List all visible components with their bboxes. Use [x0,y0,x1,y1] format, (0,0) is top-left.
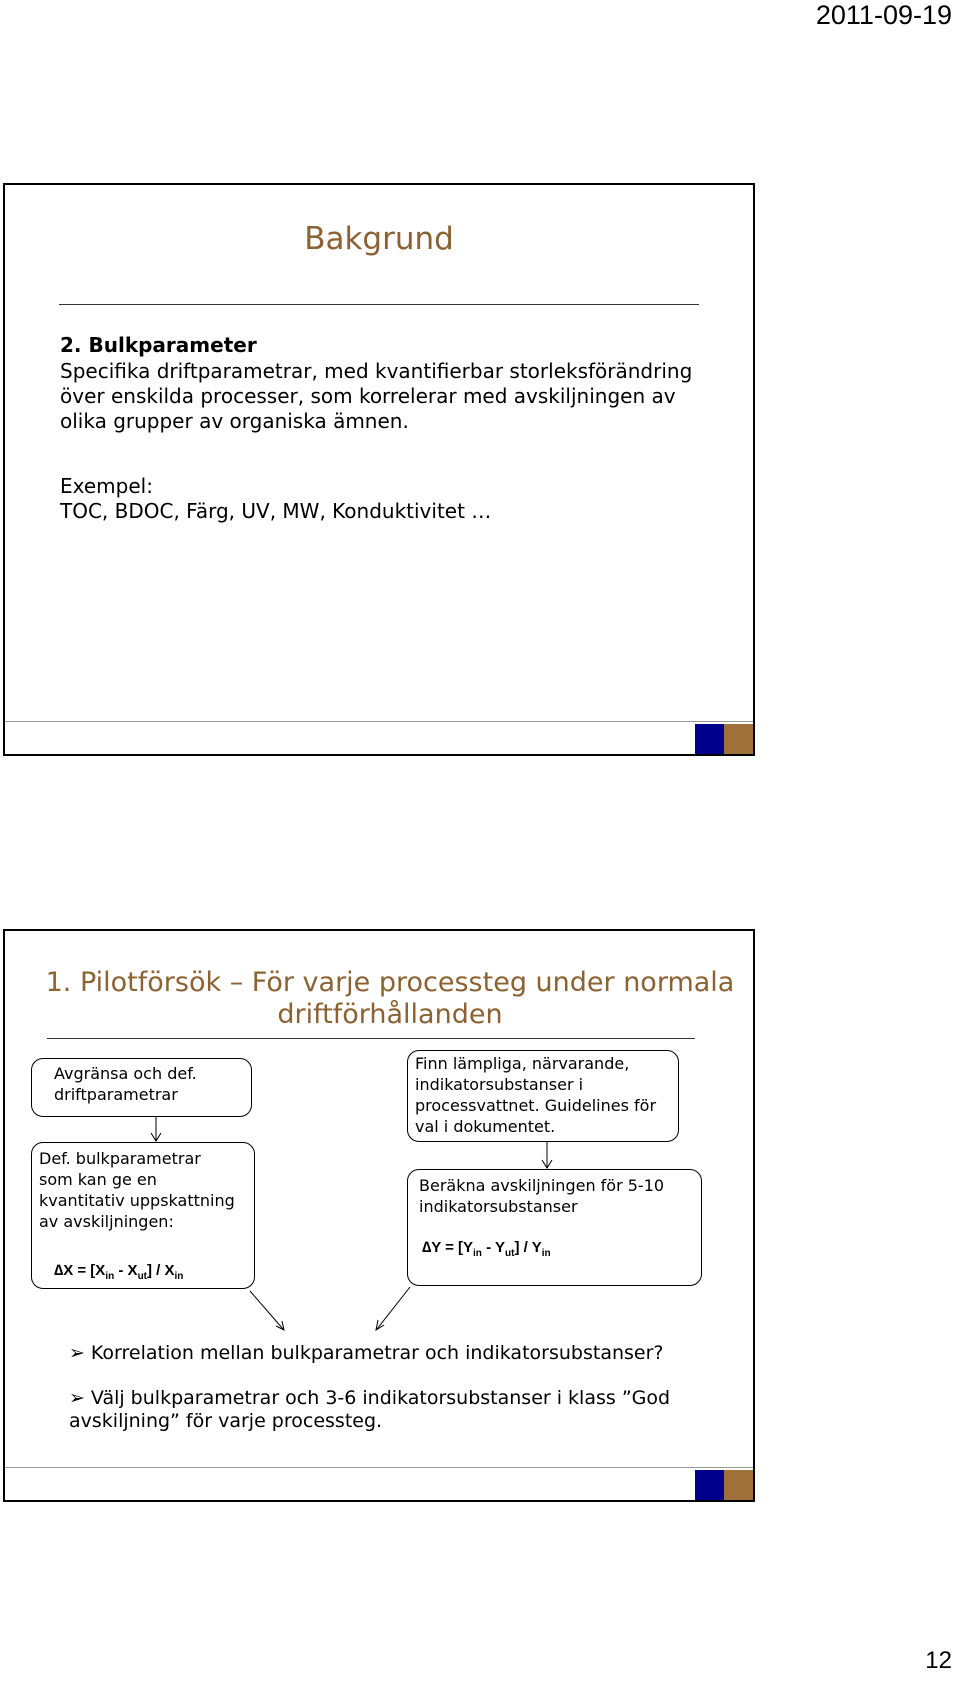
formula-var: X [95,1262,106,1279]
box-line: processvattnet. Guidelines för [415,1096,657,1115]
bullet-text: Korrelation mellan bulkparametrar och indikatorsubstanser? [90,1342,664,1364]
arrow-diagonal-left [250,1291,283,1329]
box-line: val i dokumentet. [415,1117,556,1136]
box-line: Avgränsa och def. [54,1064,197,1083]
formula-var: X [127,1262,138,1279]
formula-var: Y [463,1239,474,1256]
formula-div: ] / [147,1262,165,1279]
sub-ut: ut [505,1248,515,1259]
page-number: 12 [925,1647,952,1674]
formula-var: X [164,1262,175,1279]
paragraph-line: Specifika driftparametrar, med kvantifierbar storleksförändring [60,359,693,383]
formula-minus: - [481,1239,495,1256]
sub-in: in [174,1271,184,1282]
slide-footer [5,1467,753,1500]
slide-bakgrund [3,183,755,756]
box-line: av avskiljningen: [39,1212,174,1231]
bullet-text: Välj bulkparametrar och 3-6 indikatorsubstanser i klass ”God avskiljning” för varje processteg. [69,1387,671,1432]
delta-symbol: ∆ [422,1239,432,1256]
title-line: 1. Pilotförsök – För varje processteg under normala [45,967,735,998]
box-line: indikatorsubstanser i [415,1075,584,1094]
footer-blue-square [695,724,724,754]
header-date: 2011-09-19 [815,0,952,30]
arrow-bullet-icon: ➢ [69,1342,85,1364]
title-line: driftförhållanden [277,999,503,1030]
paragraph-line: över enskilda processer, som korrelerar med avskiljningen av [60,384,676,408]
footer-brown-square [724,1470,753,1500]
box-line: Def. bulkparametrar [39,1149,201,1168]
footer-brown-square [724,724,753,754]
formula-var: Y [431,1239,441,1256]
sub-in: in [473,1248,482,1259]
formula-eq: = [ [73,1262,96,1279]
sub-in: in [105,1271,115,1282]
formula-eq: = [ [440,1239,464,1256]
formula-div: ] / [514,1239,532,1256]
sub-in: in [541,1248,551,1259]
example-list: TOC, BDOC, Färg, UV, MW, Konduktivitet … [60,499,492,523]
arrow-diagonal-right [377,1287,410,1329]
bullet-item [69,1387,709,1433]
formula-var: Y [494,1239,505,1256]
footer-blue-square [695,1470,724,1500]
slide-footer [5,721,753,754]
slide-pilotforsok [3,929,755,1502]
formula-var: X [63,1262,74,1279]
formula-minus: - [114,1262,128,1279]
box-line: Beräkna avskiljningen för 5-10 [419,1176,665,1195]
arrow-bullet-icon: ➢ [69,1387,85,1409]
bullet-item [69,1342,663,1365]
slide-title: Bakgrund [304,221,454,257]
section-heading: 2. Bulkparameter [60,333,257,357]
box-line: som kan ge en [39,1170,157,1189]
title-divider [59,304,699,305]
delta-symbol: ∆ [54,1262,64,1279]
box-line: Finn lämpliga, närvarande, [415,1054,630,1073]
box-line: indikatorsubstanser [419,1197,578,1216]
box-line: kvantitativ uppskattning [39,1191,235,1210]
formula-var: Y [531,1239,542,1256]
paragraph-line: olika grupper av organiska ämnen. [60,409,409,433]
example-label: Exempel: [60,474,153,498]
box-line: driftparametrar [54,1085,178,1104]
definition-paragraph [60,359,720,434]
sub-ut: ut [137,1271,148,1282]
